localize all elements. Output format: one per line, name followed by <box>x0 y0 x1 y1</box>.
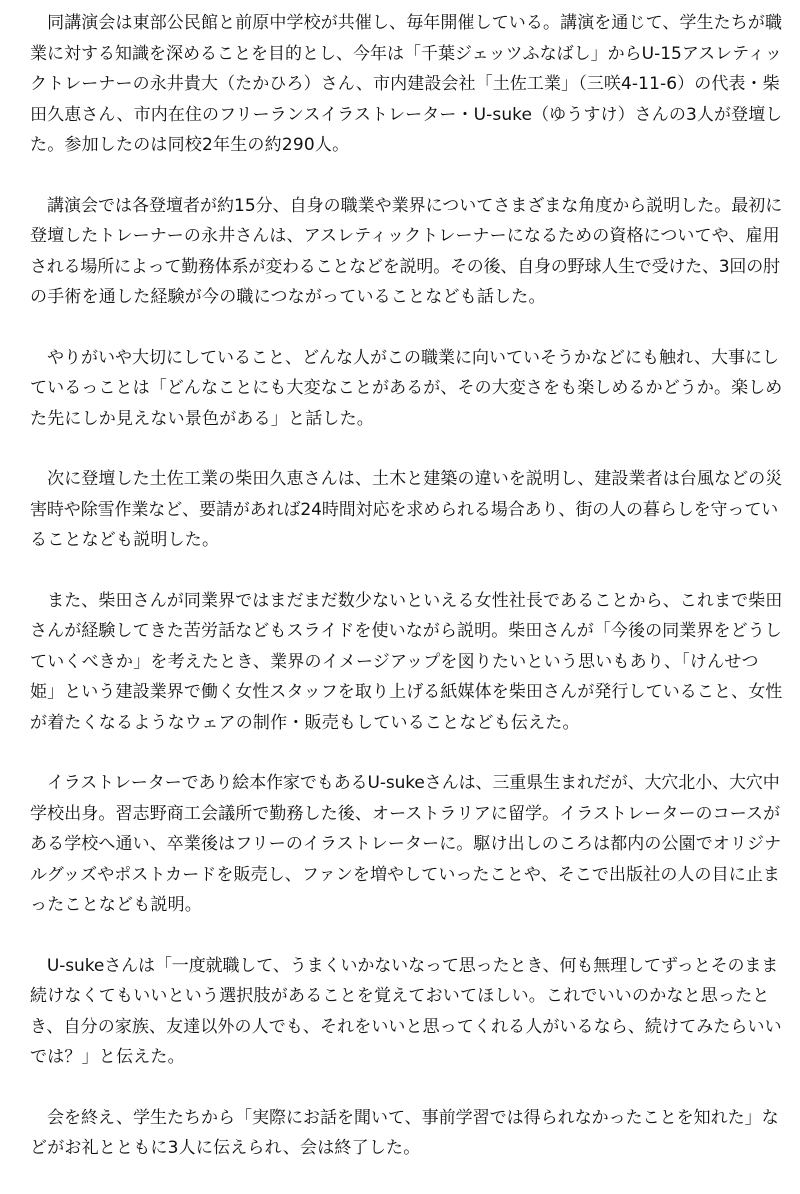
text-line: ある学校へ通い、卒業後はフリーのイラストレーターに。駆け出しのころは都内の公園でオリジナ <box>30 834 782 854</box>
text-line: 害時や除雪作業など、要請があれば24時間対応を求められる場合あり、街の人の暮らしを守ってい <box>30 499 779 520</box>
text-line: イラストレーターであり絵本作家でもあるU-sukeさんは、三重県生まれだが、大穴北小、大穴中 <box>30 773 780 793</box>
paragraph-8 <box>30 1103 782 1164</box>
paragraph-1 <box>30 8 782 161</box>
text-line: 講演会では各登壇者が約15分、自身の職業や業界についてさまざまな角度から説明した。最初に <box>30 195 783 216</box>
text-line: ルグッズやポストカードを販売し、ファンを増やしていったことや、そこで出版社の人の目に止ま <box>30 864 781 885</box>
text-line: ったことなども説明。 <box>30 895 202 915</box>
text-line: 次に登壇した土佐工業の柴田久恵さんは、土木と建築の違いを説明し、建設業者は台風などの災 <box>30 469 783 489</box>
text-line: 同講演会は東部公民館と前原中学校が共催し、毎年開催している。講演を通じて、学生たちが職 <box>30 13 783 33</box>
text-line: 会を終え、学生たちから「実際にお話を聞いて、事前学習では得られなかったことを知れた」な <box>30 1107 779 1128</box>
paragraph-5 <box>30 586 782 739</box>
text-line: どがお礼とともに3人に伝えられ、会は終了した。 <box>30 1138 421 1158</box>
text-line: の手術を通した経験が今の職につながっていることなども話した。 <box>30 287 546 307</box>
text-line: される場所によって勤務体系が変わることなどを説明。その後、自身の野球人生で受けた、3回の肘 <box>30 256 780 277</box>
text-line: 業に対する知識を深めることを目的とし、今年は「千葉ジェッツふなばし」からU-15アスレティッ <box>30 43 782 64</box>
text-line: U-sukeさんは「一度就職して、うまくいかないなって思ったとき、何も無理してずっとそのまま <box>30 955 779 976</box>
article-body <box>30 8 782 1194</box>
paragraph-6 <box>30 768 782 921</box>
text-line: 姫」という建設業界で働く女性スタッフを取り上げる紙媒体を柴田さんが発行していること、女性 <box>30 682 783 702</box>
text-line: た先にしか見えない景色がある」と話した。 <box>30 408 374 429</box>
text-line: クトレーナーの永井貴大（たかひろ）さん、市内建設会社「土佐工業」（三咲4-11-6）の代表・柴 <box>30 74 780 94</box>
paragraph-3 <box>30 343 782 435</box>
text-line: ることなども説明した。 <box>30 530 220 550</box>
text-line: さんが経験してきた苦労話などもスライドを使いながら説明。柴田さんが「今後の同業界をどうし <box>30 621 782 641</box>
text-line: ているっことは「どんなことにも大変なことがあるが、その大変さをも楽しめるかどうか。楽しめ <box>30 378 783 398</box>
paragraph-2 <box>30 191 782 313</box>
text-line: では？」と伝えた。 <box>30 1047 185 1067</box>
text-line: 登壇したトレーナーの永井さんは、アスレティックトレーナーになるための資格についてや、雇用 <box>30 226 780 246</box>
paragraph-7 <box>30 951 782 1073</box>
text-line: また、柴田さんが同業界ではまだまだ数少ないといえる女性社長であることから、これまで柴田 <box>30 590 783 611</box>
text-line: た。参加したのは同校2年生の約290人。 <box>30 135 350 155</box>
text-line: 続けなくてもいいという選択肢があることを覚えておいてほしい。これでいいのかなと思ったと <box>30 986 770 1006</box>
paragraph-4 <box>30 464 782 556</box>
text-line: が着たくなるようなウェアの制作・販売もしていることなども伝えた。 <box>30 712 580 733</box>
text-line: やりがいや大切にしていること、どんな人がこの職業に向いていそうかなどにも触れ、大事にし <box>30 347 780 368</box>
text-line: ていくべきか」を考えたとき、業界のイメージアップを図りたいという思いもあり、「けんせつ <box>30 651 759 672</box>
text-line: き、自分の家族、友達以外の人でも、それをいいと思ってくれる人がいるなら、続けてみたらいい <box>30 1016 782 1037</box>
text-line: 田久恵さん、市内在住のフリーランスイラストレーター・U-suke（ゆうすけ）さんの3人が登壇し <box>30 104 783 125</box>
text-line: 学校出身。習志野商工会議所で勤務した後、オーストラリアに留学。イラストレーターのコースが <box>30 803 781 824</box>
